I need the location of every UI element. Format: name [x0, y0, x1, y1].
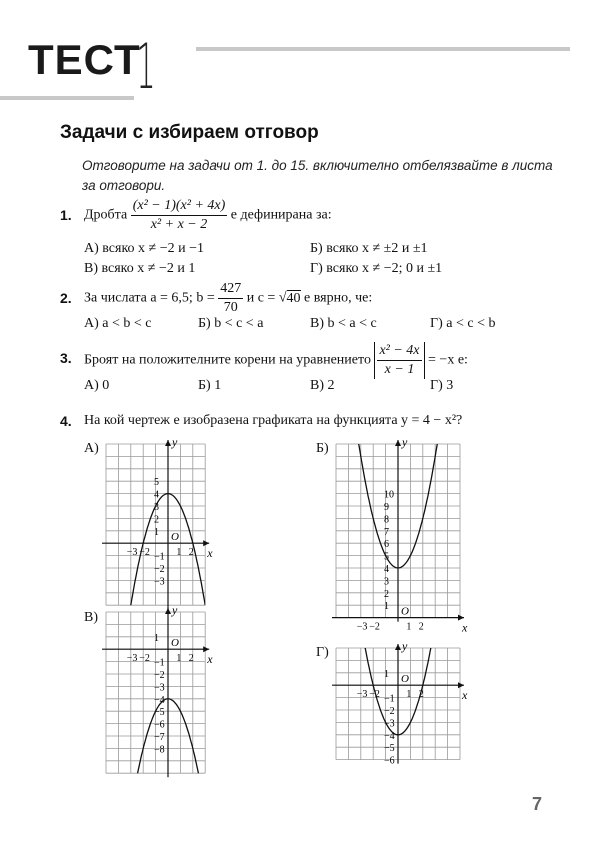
y-tick-label: 1: [384, 601, 389, 613]
y-tick-label: −4: [384, 730, 395, 742]
q3-text: Броят на положителните корени на уравнението: [84, 352, 371, 368]
q2-b-numerator: 427: [218, 280, 243, 299]
x-axis-label: x: [207, 652, 213, 667]
y-tick-label: 8: [384, 514, 389, 526]
y-tick-label: −1: [154, 657, 165, 669]
x-tick-label: 1: [176, 653, 182, 665]
q1-option-b: Б) всяко x ≠ ±2 и ±1: [310, 241, 428, 256]
y-axis-label: y: [402, 435, 408, 449]
y-tick-label: −4: [154, 694, 165, 706]
y-tick-label: 10: [384, 489, 394, 501]
q1-option-a: А) всяко x ≠ −2 и −1: [84, 241, 205, 256]
x-tick-label: 1: [176, 547, 182, 559]
q3-option-d: Г) 3: [430, 378, 454, 393]
x-tick-label: −3: [126, 547, 138, 559]
y-tick-label: −2: [154, 564, 165, 575]
origin-label: O: [401, 605, 409, 618]
page-number: 7: [531, 794, 542, 814]
y-tick-label: 3: [384, 576, 389, 588]
y-tick-label: −5: [384, 743, 395, 755]
y-tick-label: 9: [384, 502, 389, 513]
x-axis-label: x: [462, 688, 468, 703]
y-tick-label: −2: [384, 706, 395, 717]
x-tick-label: 2: [418, 689, 424, 701]
y-axis-label: y: [172, 603, 178, 617]
x-tick-label: −2: [369, 689, 380, 701]
origin-label: O: [401, 673, 409, 686]
test-title-word: ТЕСТ: [28, 36, 141, 83]
x-tick-label: 1: [406, 621, 412, 633]
x-tick-label: −3: [356, 621, 368, 633]
y-axis-arrow: [165, 608, 171, 614]
y-tick-label: 2: [154, 514, 159, 526]
y-tick-label: −3: [154, 576, 165, 588]
y-tick-label: 1: [154, 526, 159, 538]
y-tick-label: 1: [384, 668, 389, 680]
y-tick-label: 4: [154, 489, 159, 501]
section-title: Задачи с избираем отговор: [60, 122, 319, 143]
y-tick-label: −1: [154, 551, 165, 563]
q3-option-c: В) 2: [310, 378, 335, 393]
q3-numerator: x² − 4x: [377, 342, 421, 361]
q3-number: 3.: [60, 350, 72, 366]
q2-text-a: За числата a = 6,5; b =: [84, 290, 215, 306]
origin-label: O: [171, 637, 179, 650]
x-tick-label: −2: [139, 547, 150, 559]
y-tick-label: −3: [154, 682, 165, 694]
q1-denominator: x² + x − 2: [150, 217, 208, 232]
q2-option-d: Г) a < c < b: [430, 316, 496, 331]
x-axis-label: x: [462, 620, 468, 635]
q2-text-end: е вярно, че:: [304, 290, 373, 306]
x-axis-label: x: [207, 546, 213, 561]
y-axis-arrow: [395, 644, 401, 650]
x-tick-label: −2: [139, 653, 150, 665]
x-tick-label: 2: [418, 621, 424, 633]
y-tick-label: 3: [154, 502, 159, 513]
y-axis-arrow: [165, 440, 171, 446]
x-tick-label: 1: [406, 689, 412, 701]
y-axis-label: y: [402, 639, 408, 653]
y-tick-label: −8: [154, 744, 165, 756]
y-tick-label: −7: [154, 732, 165, 743]
x-tick-label: −2: [369, 621, 380, 633]
graph-a-label: А): [84, 441, 99, 456]
y-tick-label: −1: [384, 693, 395, 705]
y-tick-label: 1: [154, 632, 159, 644]
origin-label: O: [171, 531, 179, 544]
q1-text-after: е дефинирана за:: [230, 207, 332, 223]
q2-sqrt-arg: 40: [286, 290, 301, 306]
y-tick-label: −2: [154, 670, 165, 681]
q2-option-a: А) a < b < c: [84, 316, 152, 331]
y-tick-label: 4: [384, 564, 389, 575]
y-tick-label: −6: [154, 719, 165, 731]
q4-number: 4.: [60, 413, 72, 429]
graph-c-label: В): [84, 610, 98, 625]
q4-text: На кой чертеж е изобразена графиката на функцията y = 4 − x²?: [84, 413, 463, 428]
y-tick-label: −6: [384, 755, 395, 767]
graph-d-label: Г): [316, 645, 329, 660]
q3-denominator: x − 1: [384, 362, 415, 377]
x-tick-label: 2: [188, 653, 194, 665]
y-tick-label: 7: [384, 526, 389, 538]
q1-numerator: (x² − 1)(x² + 4x): [131, 197, 228, 216]
q1-option-c: В) всяко x ≠ −2 и 1: [84, 261, 196, 276]
instructions: Отговорите на задачи от 1. до 15. включително отбелязвайте в листа за отговори.: [82, 158, 553, 193]
q3-option-a: А) 0: [84, 378, 110, 393]
q2-b-denominator: 70: [223, 300, 238, 315]
y-axis-label: y: [172, 435, 178, 449]
x-tick-label: −3: [356, 689, 368, 701]
q1-option-d: Г) всяко x ≠ −2; 0 и ±1: [310, 261, 443, 276]
y-tick-label: 6: [384, 539, 389, 551]
test-title-number: 1: [136, 30, 156, 103]
q1-text-before: Дробта: [84, 207, 128, 223]
q2-text-c: и c =: [246, 290, 276, 306]
y-tick-label: 2: [384, 588, 389, 600]
y-tick-label: 5: [154, 477, 159, 489]
q2-number: 2.: [60, 290, 72, 306]
y-tick-label: −5: [154, 707, 165, 719]
q3-option-b: Б) 1: [198, 378, 222, 393]
y-axis-arrow: [395, 440, 401, 446]
y-tick-label: 5: [384, 551, 389, 563]
x-tick-label: 2: [188, 547, 194, 559]
x-tick-label: −3: [126, 653, 138, 665]
y-tick-label: −3: [384, 718, 395, 730]
q3-rhs: = −x е:: [428, 352, 468, 368]
graph-a: [102, 435, 218, 692]
q2-option-c: В) b < a < c: [310, 316, 377, 331]
q1-number: 1.: [60, 207, 72, 223]
graph-b-label: Б): [316, 441, 329, 456]
q2-sqrt: √40: [278, 290, 301, 306]
graph-c: [102, 603, 218, 851]
q2-option-b: Б) b < c < a: [198, 316, 264, 331]
graph-b: [332, 370, 468, 635]
